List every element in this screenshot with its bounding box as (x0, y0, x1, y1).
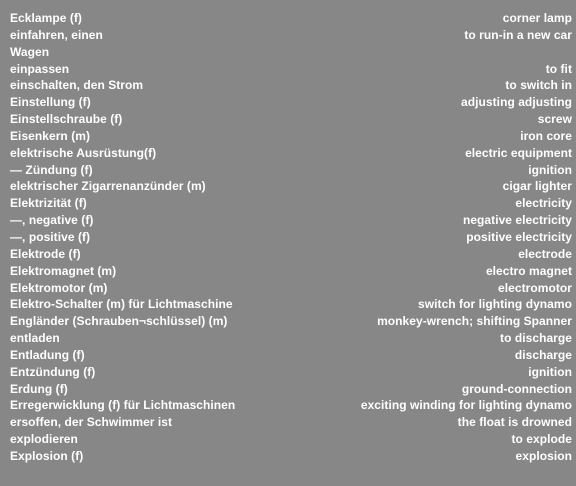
english-term: positive electricity (466, 229, 572, 244)
german-term: Erregerwicklung (f) für Lichtmaschinen (10, 398, 236, 413)
english-term: to switch in (505, 78, 572, 93)
german-term: Entladung (f) (10, 347, 85, 362)
german-term: Explosion (f) (10, 448, 84, 463)
english-term: discharge (514, 347, 572, 362)
german-term: —, positive (f) (10, 229, 91, 244)
german-term: einschalten, den Strom (10, 78, 144, 93)
german-term: einfahren, einen (10, 27, 103, 42)
english-term: ignition (528, 162, 572, 177)
german-term: elektrische Ausrüstung(f) (10, 145, 157, 160)
german-terms-column (10, 10, 310, 465)
english-term: explosion (515, 448, 572, 463)
english-term: electromotor (498, 280, 572, 295)
english-term: electro magnet (485, 263, 572, 278)
english-term: to discharge (500, 331, 572, 346)
english-term: corner lamp (502, 11, 572, 25)
english-term: ignition (528, 364, 572, 379)
german-term: elektrischer Zigarrenanzünder (m) (10, 179, 206, 194)
english-term: exciting winding for lighting dynamo (360, 398, 572, 413)
english-term (272, 44, 572, 61)
german-term: entladen (10, 331, 60, 346)
german-term: ersoffen, der Schwimmer ist (10, 415, 173, 430)
german-term: — Zündung (f) (10, 162, 93, 177)
german-term: Erdung (f) (10, 381, 68, 396)
german-term: Elektrode (f) (10, 246, 81, 261)
english-term: to fit (545, 61, 572, 76)
english-term: adjusting adjusting (461, 95, 572, 110)
german-term: Wagen (10, 44, 50, 59)
english-term: negative electricity (462, 213, 572, 228)
english-terms-column (272, 10, 572, 465)
english-term: switch for lighting dynamo (418, 297, 572, 312)
english-term: the float is drowned (457, 415, 572, 430)
german-term: Einstellung (f) (10, 95, 91, 110)
german-term: Elektromagnet (m) (10, 263, 117, 278)
english-term: to run-in a new car (464, 27, 572, 42)
english-term: electricity (515, 196, 572, 211)
german-term: einpassen (10, 61, 70, 76)
german-term: Entzündung (f) (10, 364, 96, 379)
english-term: screw (537, 112, 572, 127)
english-term: electrode (518, 246, 572, 261)
german-term: Elektrizität (f) (10, 196, 87, 211)
german-term: Engländer (Schrauben¬schlüssel) (m) (10, 314, 228, 329)
english-term: electric equipment (465, 145, 572, 160)
german-term: —, negative (f) (10, 213, 94, 228)
german-term: explodieren (10, 432, 78, 447)
english-term: to explode (511, 432, 572, 447)
german-term: Ecklampe (f) (10, 11, 82, 25)
english-term: cigar lighter (502, 179, 572, 194)
english-term: iron core (520, 128, 572, 143)
english-term: ground-connection (461, 381, 572, 396)
german-term: Einstellschraube (f) (10, 112, 123, 127)
english-term: monkey-wrench; shifting Spanner (377, 314, 572, 329)
german-term: Elektromotor (m) (10, 280, 108, 295)
german-term: Elektro-Schalter (m) für Lichtmaschine (10, 297, 233, 312)
german-term: Eisenkern (m) (10, 128, 91, 143)
